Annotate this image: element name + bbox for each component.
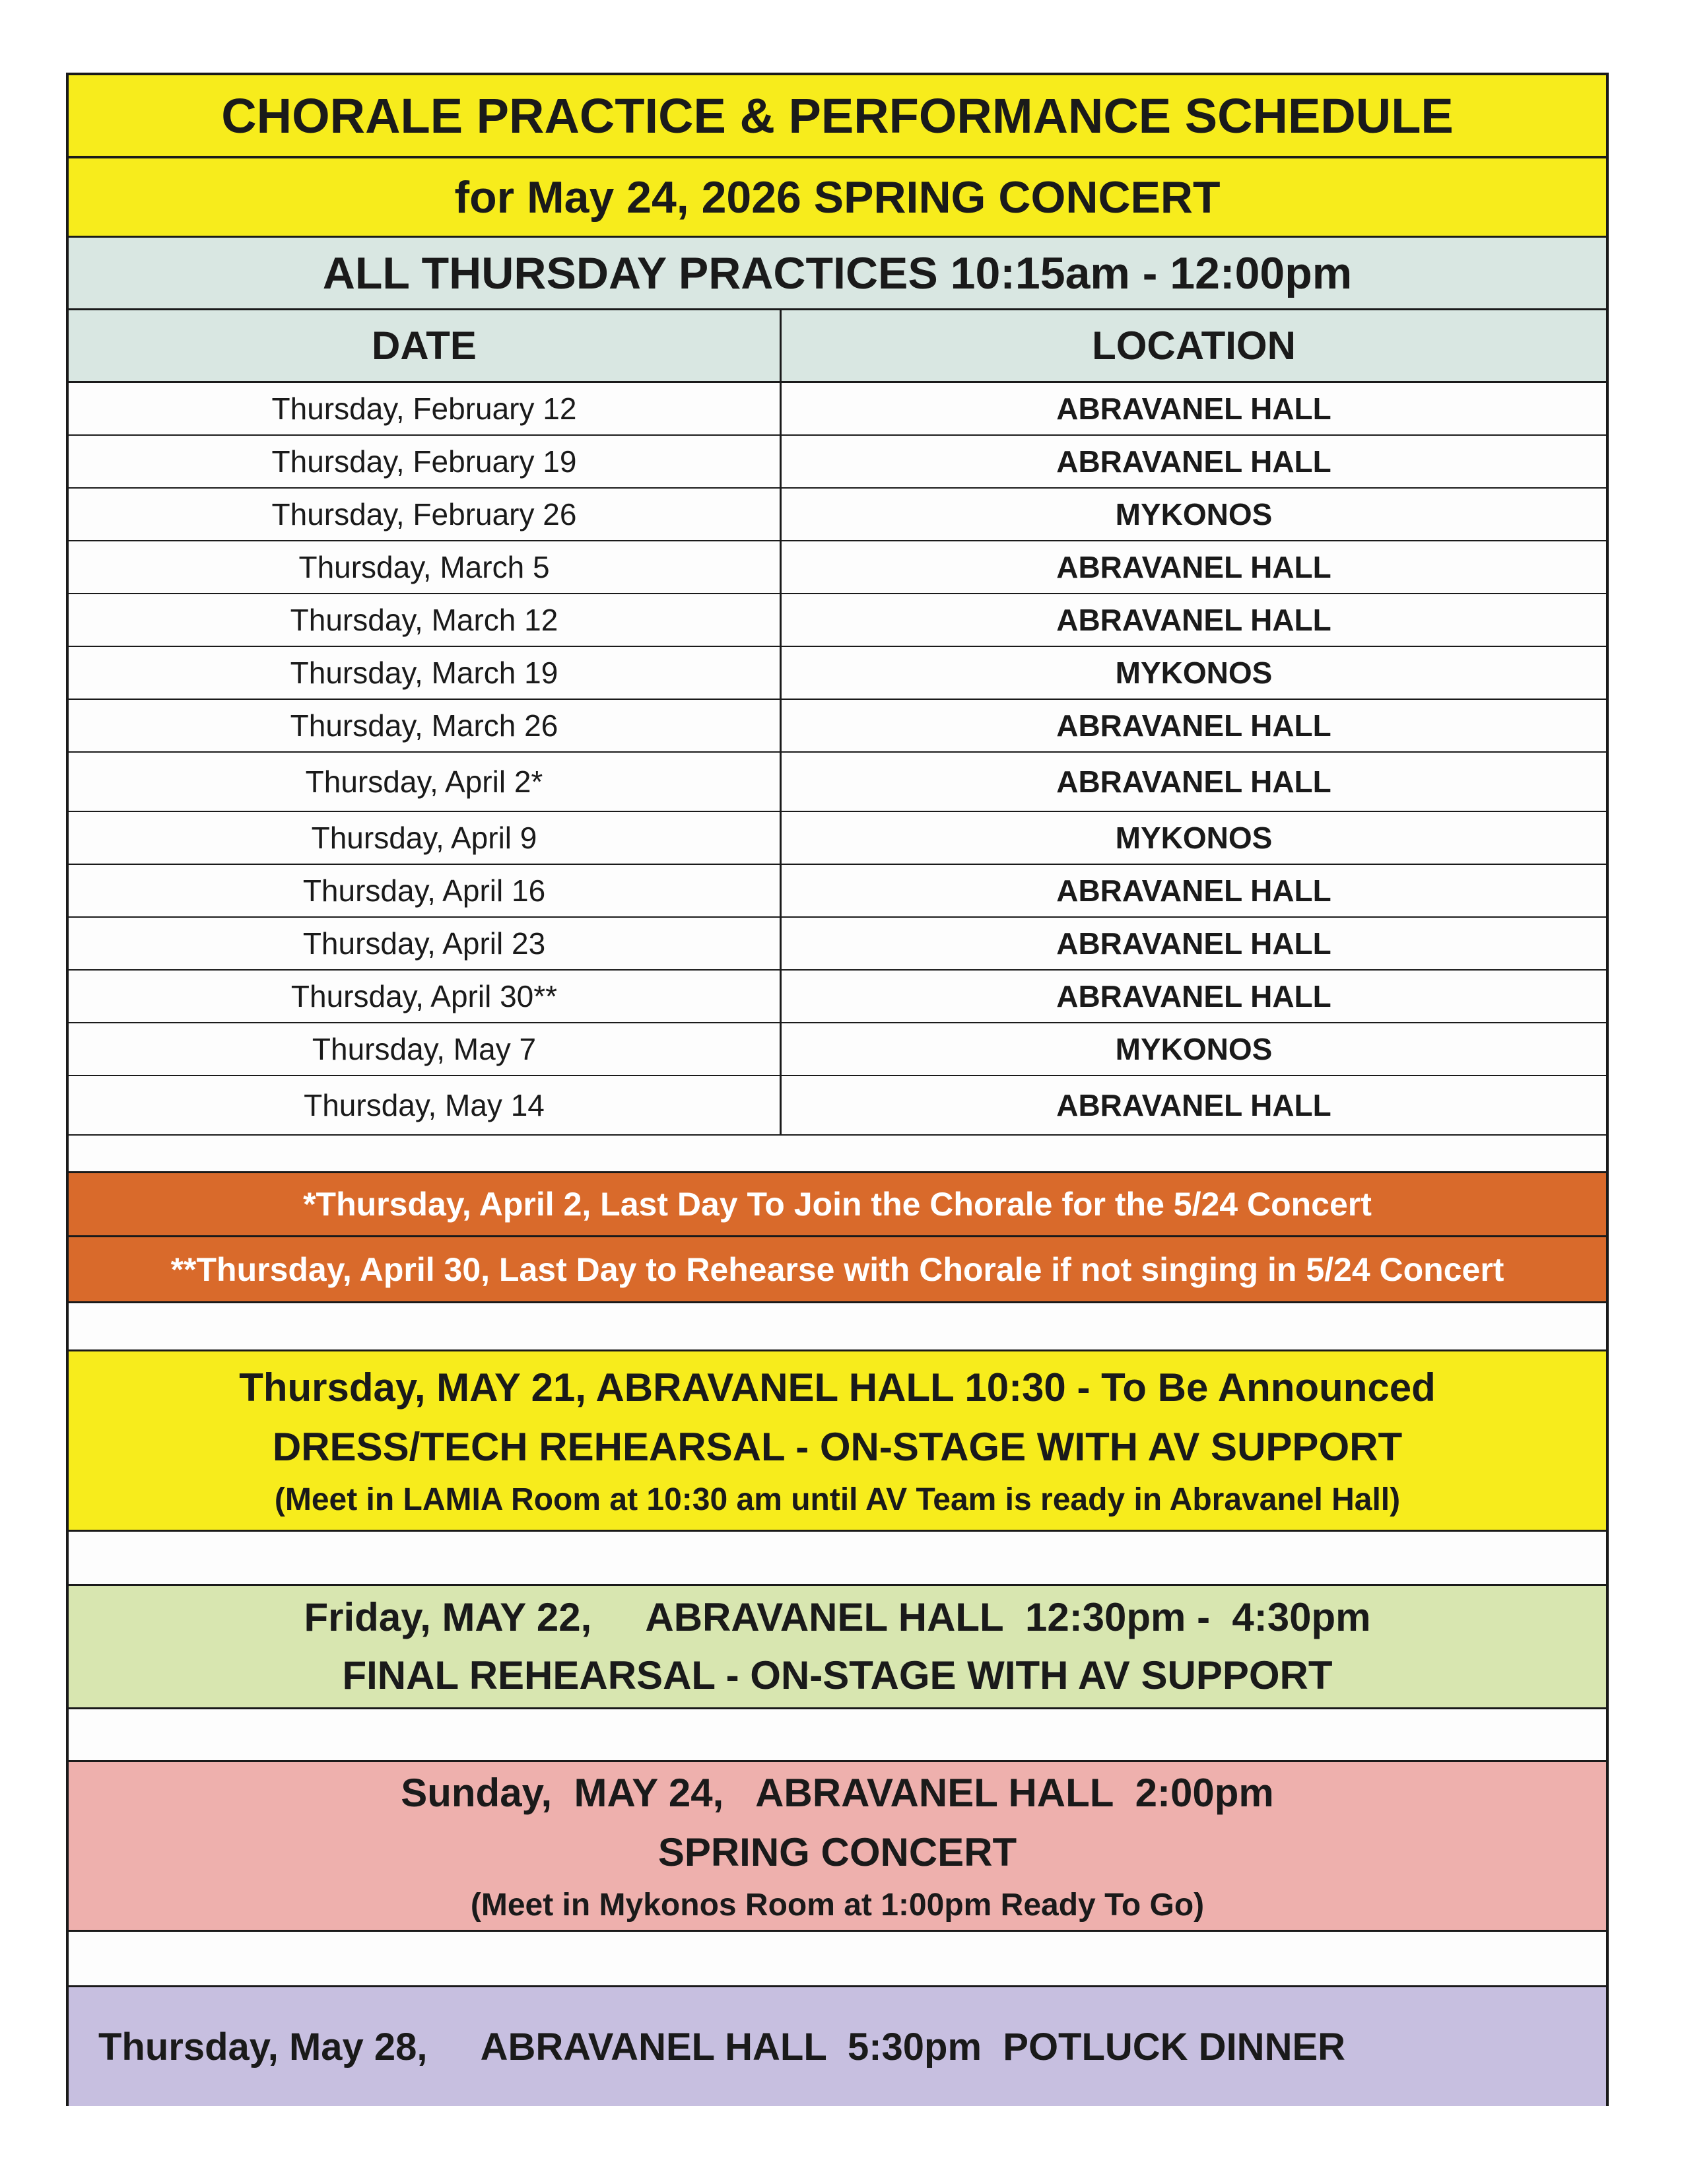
table-row [69, 812, 1606, 865]
dress-rehearsal-note: (Meet in LAMIA Room at 10:30 am until AV Team is ready in Abravanel Hall) [274, 1482, 1401, 1517]
spring-concert-block [69, 1760, 1606, 1932]
rehearse-deadline-note: **Thursday, April 30, Last Day to Rehearse with Chorale if not singing in 5/24 Concert [69, 1237, 1606, 1303]
date-cell: Thursday, March 5 [69, 541, 782, 593]
table-row [69, 753, 1606, 812]
date-cell: Thursday, March 26 [69, 700, 782, 751]
location-cell: MYKONOS [1115, 1032, 1273, 1066]
date-cell: Thursday, March 12 [69, 594, 782, 646]
location-cell: ABRAVANEL HALL [1056, 550, 1331, 584]
date-cell: Thursday, April 16 [69, 865, 782, 916]
date-cell: Thursday, April 9 [69, 812, 782, 864]
final-rehearsal-title: FINAL REHEARSAL - ON-STAGE WITH AV SUPPORT [342, 1653, 1333, 1697]
table-row [69, 971, 1606, 1023]
table-row [69, 1023, 1606, 1076]
schedule-title: CHORALE PRACTICE & PERFORMANCE SCHEDULE [69, 75, 1606, 158]
join-deadline-note: *Thursday, April 2, Last Day To Join the Chorale for the 5/24 Concert [69, 1171, 1606, 1237]
date-column-header: DATE [69, 310, 782, 381]
table-row [69, 436, 1606, 489]
potluck-date: Thursday, May 28, [98, 2025, 428, 2068]
location-cell: ABRAVANEL HALL [1056, 1088, 1331, 1122]
dress-rehearsal-date: Thursday, MAY 21, ABRAVANEL HALL 10:30 - To Be Announced [239, 1365, 1436, 1410]
table-row [69, 383, 1606, 436]
date-cell: Thursday, April 30** [69, 971, 782, 1022]
location-cell: ABRAVANEL HALL [1056, 603, 1331, 637]
date-cell: Thursday, March 19 [69, 647, 782, 699]
location-cell: ABRAVANEL HALL [1056, 444, 1331, 479]
dress-rehearsal-title: DRESS/TECH REHEARSAL - ON-STAGE WITH AV SUPPORT [272, 1425, 1403, 1469]
location-cell: ABRAVANEL HALL [1056, 926, 1331, 961]
potluck-details: ABRAVANEL HALL 5:30pm POTLUCK DINNER [480, 2025, 1346, 2068]
date-cell: Thursday, February 19 [69, 436, 782, 487]
date-cell: Thursday, May 14 [69, 1076, 782, 1134]
practice-time-banner: ALL THURSDAY PRACTICES 10:15am - 12:00pm [69, 238, 1606, 310]
table-row [69, 1076, 1606, 1136]
table-row [69, 865, 1606, 918]
potluck-block [69, 1985, 1606, 2106]
table-row [69, 489, 1606, 541]
final-rehearsal-date: Friday, MAY 22, ABRAVANEL HALL 12:30pm - 4:30pm [304, 1595, 1371, 1639]
table-row [69, 700, 1606, 753]
table-row [69, 594, 1606, 647]
location-cell: MYKONOS [1115, 497, 1273, 531]
concert-note: (Meet in Mykonos Room at 1:00pm Ready To Go) [470, 1888, 1205, 1923]
location-column-header: LOCATION [1092, 324, 1296, 368]
table-header [69, 310, 1606, 383]
location-cell: ABRAVANEL HALL [1056, 708, 1331, 743]
location-cell: ABRAVANEL HALL [1056, 765, 1331, 799]
table-row [69, 918, 1606, 971]
schedule-sheet [66, 73, 1609, 2106]
date-cell: Thursday, May 7 [69, 1023, 782, 1075]
date-cell: Thursday, February 12 [69, 383, 782, 434]
location-cell: ABRAVANEL HALL [1056, 873, 1331, 908]
location-cell: ABRAVANEL HALL [1056, 392, 1331, 426]
location-cell: MYKONOS [1115, 656, 1273, 690]
table-row [69, 647, 1606, 700]
concert-date: Sunday, MAY 24, ABRAVANEL HALL 2:00pm [401, 1771, 1274, 1815]
location-cell: MYKONOS [1115, 821, 1273, 855]
location-cell: ABRAVANEL HALL [1056, 979, 1331, 1013]
table-row [69, 541, 1606, 594]
final-rehearsal-block [69, 1584, 1606, 1709]
schedule-subtitle: for May 24, 2026 SPRING CONCERT [69, 158, 1606, 238]
date-cell: Thursday, February 26 [69, 489, 782, 540]
practice-table-body [69, 383, 1606, 1136]
date-cell: Thursday, April 23 [69, 918, 782, 969]
concert-title: SPRING CONCERT [657, 1830, 1017, 1874]
date-cell: Thursday, April 2* [69, 753, 782, 811]
dress-rehearsal-block [69, 1349, 1606, 1532]
